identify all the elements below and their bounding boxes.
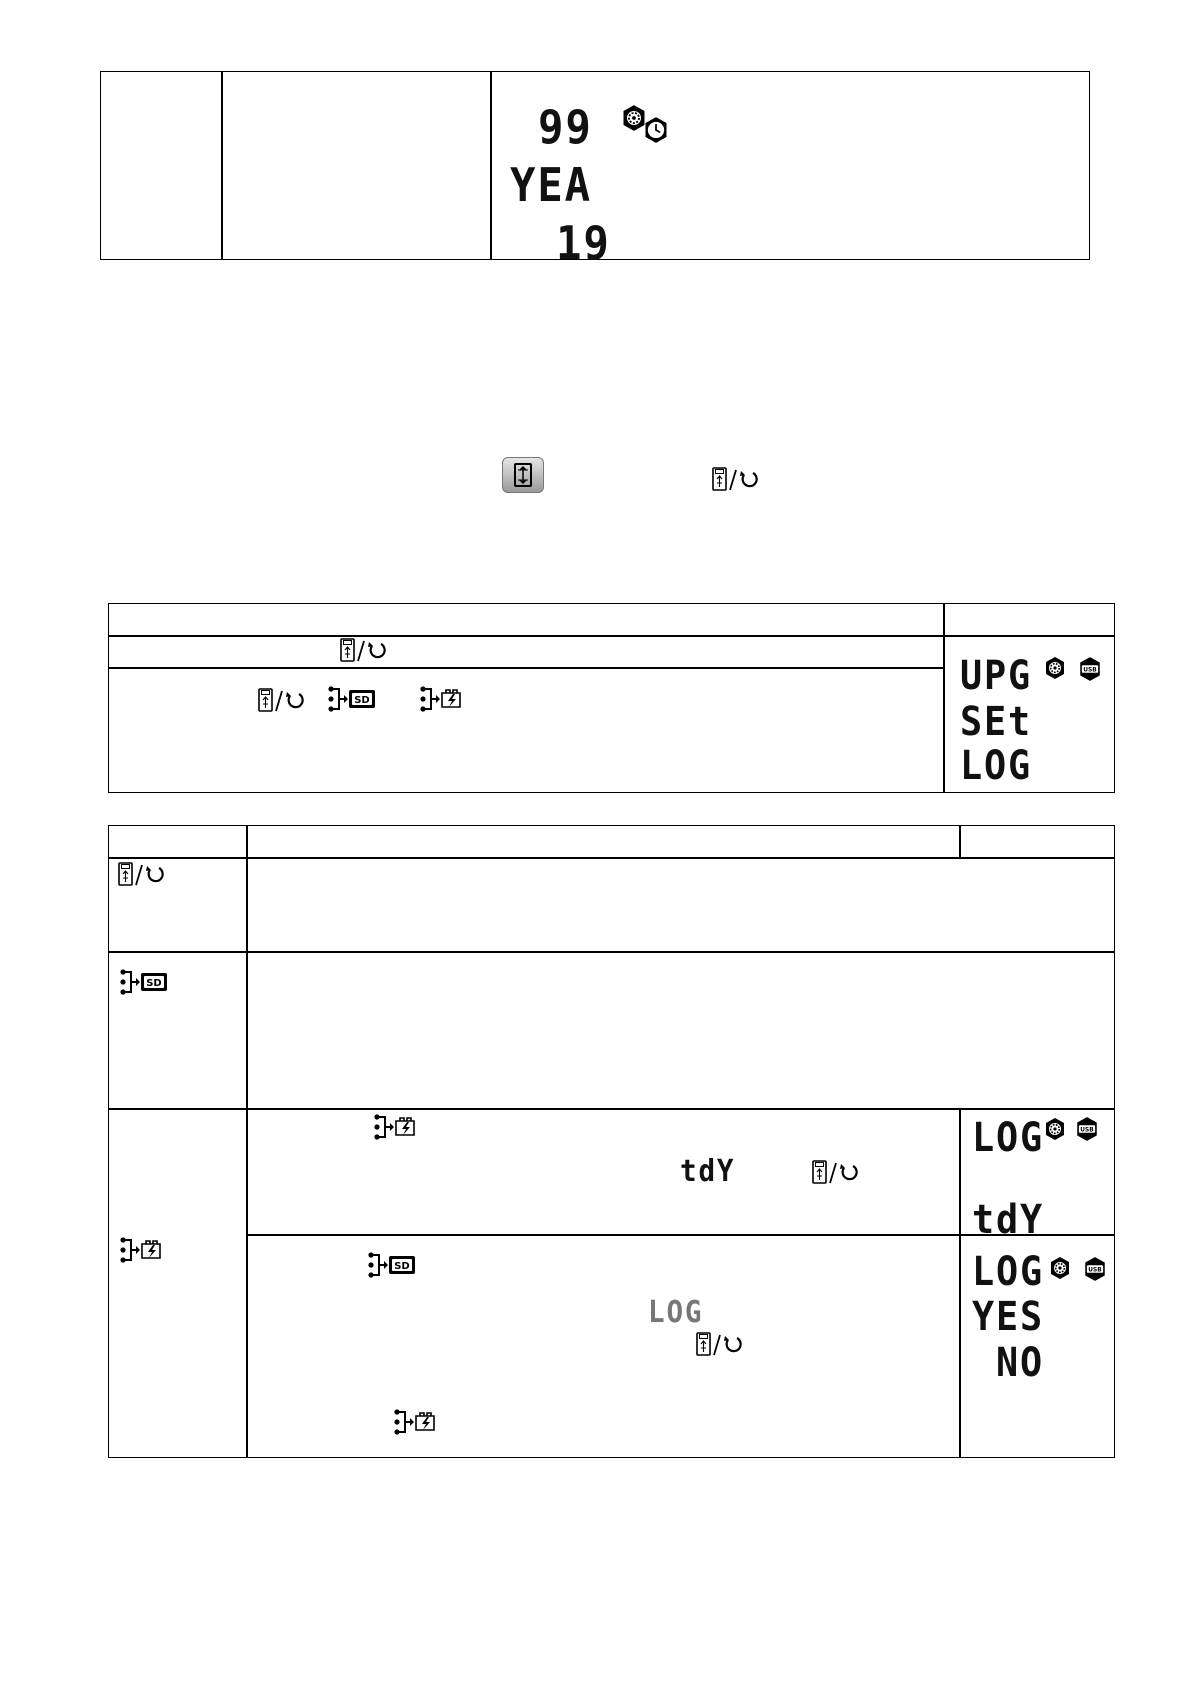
usb-setting-icon <box>120 1236 166 1264</box>
lcd-line-set: SEt <box>960 699 1032 745</box>
func-row-2-desc-cell <box>246 951 1115 1110</box>
usb-enter-icon <box>712 467 762 493</box>
gear-icon <box>1048 1256 1072 1280</box>
func-row-1-desc-cell <box>246 857 1115 953</box>
log-yes-no-desc-cell <box>246 1234 961 1458</box>
clock-icon <box>642 116 670 144</box>
lcd-line-log: LOG <box>960 743 1032 789</box>
lcd-line-yes: YES <box>972 1294 1044 1340</box>
usb-upgrade-icon <box>368 1251 418 1279</box>
lcd-line-19: 19 <box>556 216 611 270</box>
usb-badge-icon <box>1077 656 1103 682</box>
func-table-header-3 <box>959 825 1115 859</box>
lcd-line-99: 99 <box>538 100 593 154</box>
usb-table-header-left <box>108 603 945 637</box>
lcd-line-yea: YEA <box>510 158 592 212</box>
gear-icon <box>1043 1117 1067 1141</box>
lcd-line-no: NO <box>996 1340 1044 1386</box>
usb-enter-icon <box>258 688 308 714</box>
lcd-line-tdy: tdY <box>972 1197 1044 1243</box>
inline-lcd-log: LOG <box>648 1295 704 1330</box>
func-table-header-2 <box>246 825 961 859</box>
usb-setting-icon <box>420 685 466 713</box>
usb-enter-icon <box>696 1332 746 1358</box>
usb-setting-icon <box>374 1113 420 1141</box>
usb-enter-icon <box>118 862 168 888</box>
usb-enter-icon <box>812 1160 862 1186</box>
inline-lcd-tdy: tdY <box>680 1154 736 1189</box>
top-table-cell-1 <box>100 71 223 260</box>
usb-upgrade-icon <box>120 968 170 996</box>
func-table-header-1 <box>108 825 248 859</box>
usb-table-row-1 <box>108 635 945 669</box>
usb-table-row-2 <box>108 667 945 793</box>
lcd-line-upg: UPG <box>960 653 1032 699</box>
usb-toggle-button-icon <box>502 457 544 493</box>
usb-table-header-right <box>943 603 1115 637</box>
usb-setting-icon <box>394 1408 440 1436</box>
usb-badge-icon <box>1082 1256 1108 1282</box>
usb-upgrade-icon <box>328 685 378 713</box>
usb-enter-icon <box>340 638 390 664</box>
lcd-line-log: LOG <box>972 1115 1044 1161</box>
gear-icon <box>1043 656 1067 680</box>
func-row-3-icon-cell <box>108 1108 248 1458</box>
top-table-cell-2 <box>221 71 492 260</box>
usb-badge-icon <box>1074 1116 1100 1142</box>
lcd-line-log: LOG <box>972 1249 1044 1295</box>
